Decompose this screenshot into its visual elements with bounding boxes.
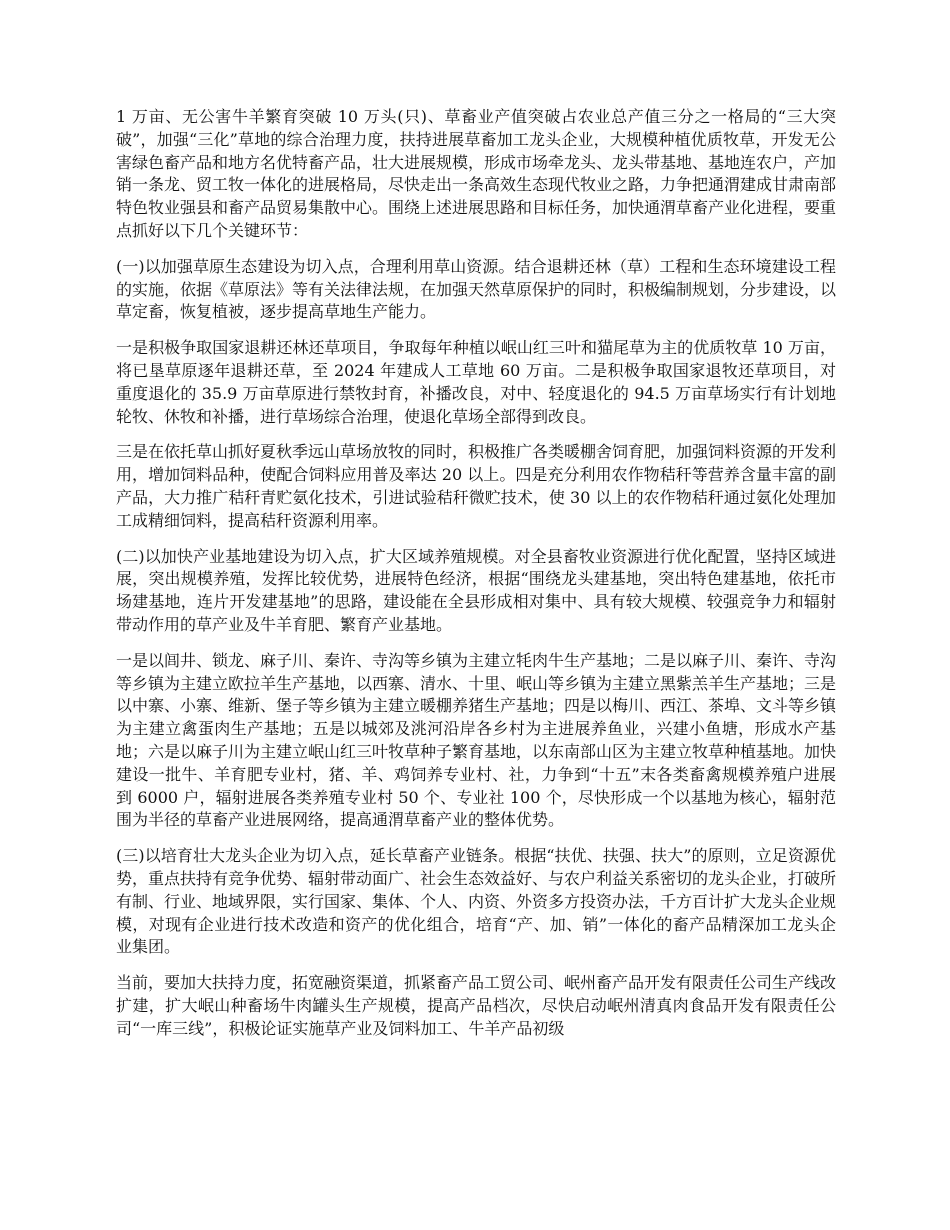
paragraph-section-3-heading: (三)以培育壮大龙头企业为切入点，延长草畜产业链条。根据“扶优、扶强、扶大”的原则，立足资源优势，重点扶持有竞争优势、辐射带动面广、社会生态效益好、与农户利益关系密切的龙头企业，打破所有制、行业、地域界限，实行国家、集体、个人、内资、外资多方投资办法，千方百计扩大龙头企业规模，对现有企业进行技术改造和资产的优化组合，培育“产、加、销”一体化的畜产品精深加工龙头企业集团。 — [116, 846, 837, 957]
paragraph-section-1-item-2: 三是在依托草山抓好夏秋季远山草场放牧的同时，积极推广各类暖棚舍饲育肥，加强饲料资源的开发利用，增加饲料品种，使配合饲料应用普及率达 20 以上。四是充分利用农作物秸秆等营养含量丰富的副产品，大力推广秸秆青贮氨化技术，引进试验秸秆微贮技术，使 30 以上的农作物秸秆通过氨化处理加工成精细饲料，提高秸秆资源利用率。 — [116, 442, 837, 530]
document-body — [116, 106, 836, 1053]
paragraph-section-1-item-1: 一是积极争取国家退耕还林还草项目，争取每年种植以岷山红三叶和猫尾草为主的优质牧草 10 万亩，将已垦草原逐年退耕还草，至 2024 年建成人工草地 60 万亩。二是积极争取国家退牧还草项目，对重度退化的 35.9 万亩草原进行禁牧封育，补播改良，对中、轻度退化的 94.5 万亩草场实行有计划地轮牧、休牧和补播，进行草场综合治理，使退化草场全部得到改良。 — [116, 338, 836, 426]
paragraph-section-3-item-1: 当前，要加大扶持力度，拓宽融资渠道，抓紧畜产品工贸公司、岷州畜产品开发有限责任公司生产线改扩建，扩大岷山种畜场牛肉罐头生产规模，提高产品档次，尽快启动岷州清真肉食品开发有限责任公司“一库三线”，积极论证实施草产业及饲料加工、牛羊产品初级 — [116, 973, 837, 1038]
paragraph-section-2-item-1: 一是以闾井、锁龙、麻子川、秦许、寺沟等乡镇为主建立牦肉牛生产基地；二是以麻子川、秦许、寺沟等乡镇为主建立欧拉羊生产基地，以西寨、清水、十里、岷山等乡镇为主建立黑紫羔羊生产基地；三是以中寨、小寨、维新、堡子等乡镇为主建立暖棚养猪生产基地；四是以梅川、西江、茶埠、文斗等乡镇为主建立禽蛋肉生产基地；五是以城郊及洮河沿岸各乡村为主进展养鱼业，兴建小鱼塘，形成水产基地；六是以麻子川为主建立岷山红三叶牧草种子繁育基地，以东南部山区为主建立牧草种植基地。加快建设一批牛、羊育肥专业村，猪、羊、鸡饲养专业村、社，力争到“十五”末各类畜禽规模养殖户进展到 6000 户，辐射进展各类养殖专业村 50 个、专业社 100 个，尽快形成一个以基地为核心，辐射范围为半径的草畜产业进展网络，提高通渭草畜产业的整体优势。 — [116, 650, 837, 830]
paragraph-section-1-heading: (一)以加强草原生态建设为切入点，合理利用草山资源。结合退耕还林（草）工程和生态环境建设工程的实施，依据《草原法》等有关法律法规，在加强天然草原保护的同时，积极编制规划，分步建设，以草定畜，恢复植被，逐步提高草地生产能力。 — [116, 256, 837, 322]
paragraph-section-2-heading: (二)以加快产业基地建设为切入点，扩大区域养殖规模。对全县畜牧业资源进行优化配置，坚持区域进展，突出规模养殖，发挥比较优势，进展特色经济，根据“围绕龙头建基地，突出特色建基地，依托市场建基地，连片开发建基地”的思路，建设能在全县形成相对集中、具有较大规模、较强竞争力和辐射带动作用的草产业及牛羊育肥、繁育产业基地。 — [116, 546, 836, 634]
paragraph-intro: 1 万亩、无公害牛羊繁育突破 10 万头(只)、草畜业产值突破占农业总产值三分之一格局的“三大突破”，加强“三化”草地的综合治理力度，扶持进展草畜加工龙头企业，大规模种植优质牧草，开发无公害绿色畜产品和地方名优特畜产品，壮大进展规模，形成市场牵龙头、龙头带基地、基地连农户，产加销一条龙、贸工牧一体化的进展格局，尽快走出一条高效生态现代牧业之路，力争把通渭建成甘肃南部特色牧业强县和畜产品贸易集散中心。围绕上述进展思路和目标任务，加快通渭草畜产业化进程，要重点抓好以下几个关键环节： — [116, 107, 837, 240]
